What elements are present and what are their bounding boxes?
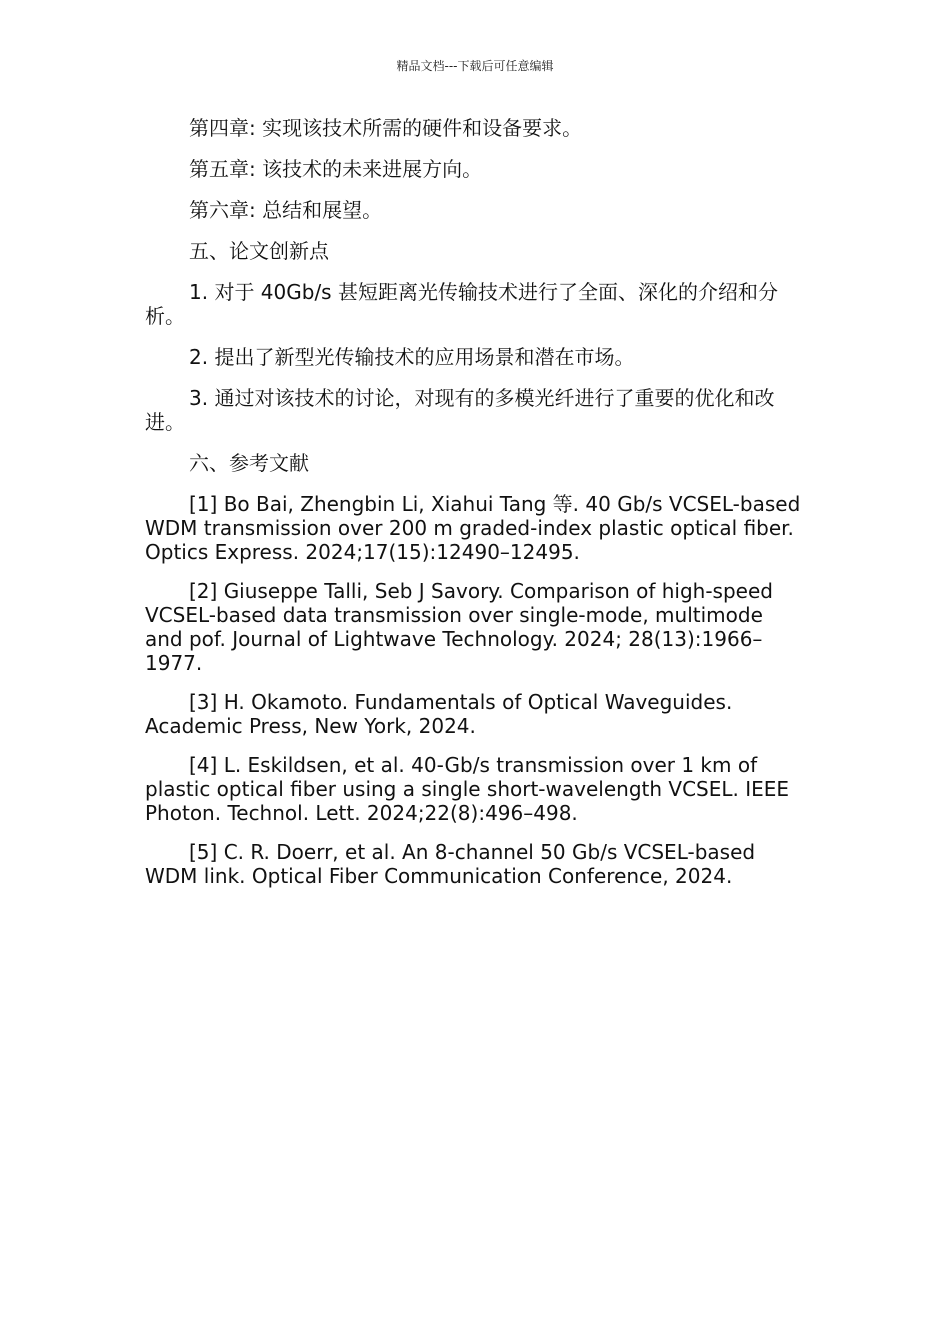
reference-3: [3] H. Okamoto. Fundamentals of Optical Waveguides. Academic Press, New York, 2024.	[145, 690, 733, 738]
reference-2: [2] Giuseppe Talli, Seb J Savory. Comparison of high-speed VCSEL-based data transmission over single-mode, multimode and pof. Journal of Lightwave Technology. 2024; 28(13):1966–1977.	[145, 579, 773, 675]
chapter-5-line: 第五章: 该技术的未来进展方向。	[189, 157, 483, 181]
chapter-6-line: 第六章: 总结和展望。	[189, 198, 383, 222]
reference-1: [1] Bo Bai, Zhengbin Li, Xiahui Tang 等. 40 Gb/s VCSEL-based WDM transmission over 200 m graded-index plastic optical fiber. Optics Express. 2024;17(15):12490–12495.	[145, 492, 801, 564]
reference-5: [5] C. R. Doerr, et al. An 8-channel 50 Gb/s VCSEL-based WDM link. Optical Fiber Communication Conference, 2024.	[145, 840, 756, 888]
innovation-point-2: 2. 提出了新型光传输技术的应用场景和潜在市场。	[189, 345, 635, 369]
reference-4: [4] L. Eskildsen, et al. 40-Gb/s transmission over 1 km of plastic optical fiber using a single short-wavelength VCSEL. IEEE Photon. Technol. Lett. 2024;22(8):496–498.	[145, 753, 790, 825]
section-innovation-title: 五、论文创新点	[189, 239, 329, 263]
chapter-4-line: 第四章: 实现该技术所需的硬件和设备要求。	[189, 116, 583, 140]
section-references-title: 六、参考文献	[189, 451, 309, 475]
innovation-point-3: 3. 通过对该技术的讨论，对现有的多模光纤进行了重要的优化和改进。	[145, 386, 775, 434]
innovation-point-1: 1. 对于 40Gb/s 甚短距离光传输技术进行了全面、深化的介绍和分析。	[145, 280, 778, 328]
document-body	[145, 116, 805, 903]
page-header: 精品文档---下载后可任意编辑	[396, 59, 554, 73]
